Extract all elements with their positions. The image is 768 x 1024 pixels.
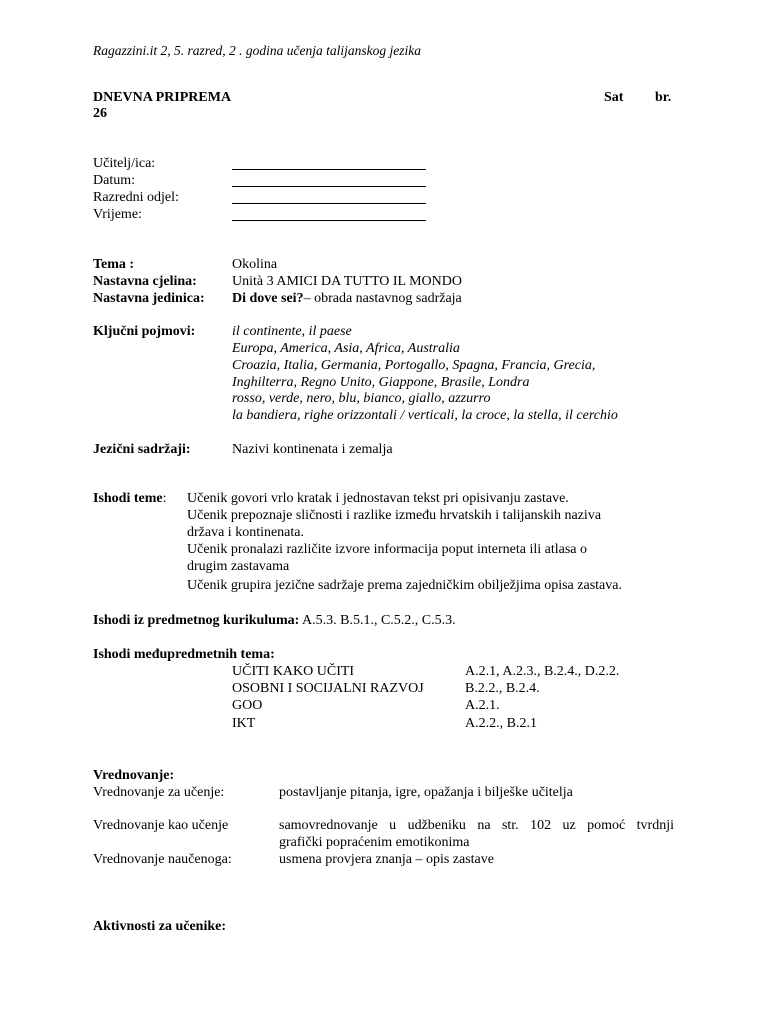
doc-title: DNEVNA PRIPREMA <box>93 90 232 105</box>
br-label: br. <box>655 90 672 105</box>
medupredmetni-name: GOO <box>232 698 263 713</box>
ishodi-teme-label: Ishodi teme <box>93 491 163 506</box>
jezicni-label: Jezični sadržaji: <box>93 442 191 457</box>
ishod-line: Učenik pronalazi različite izvore informacija poput interneta ili atlasa o <box>187 542 587 557</box>
medupredmetni-codes: A.2.2., B.2.1 <box>465 716 537 731</box>
field-label-razredni-odjel: Razredni odjel: <box>93 190 179 205</box>
vrednovanje-kao-value-2: grafički popraćenim emotikonima <box>279 835 470 850</box>
medupredmetni-codes: A.2.1. <box>465 698 500 713</box>
field-line-datum[interactable] <box>232 186 426 187</box>
running-header: Ragazzini.it 2, 5. razred, 2 . godina učenja talijanskog jezika <box>93 43 421 58</box>
ishod-line: Učenik govori vrlo kratak i jednostavan tekst pri opisivanju zastave. <box>187 491 569 506</box>
field-line-vrijeme[interactable] <box>232 220 426 221</box>
field-label-ucitelj: Učitelj/ica: <box>93 156 156 171</box>
medupredmetni-name: OSOBNI I SOCIJALNI RAZVOJ <box>232 681 424 696</box>
lesson-number: 26 <box>93 106 107 121</box>
tema-value: Okolina <box>232 257 278 272</box>
vrednovanje-kao-label: Vrednovanje kao učenje <box>93 818 229 833</box>
ishod-line: Učenik grupira jezične sadržaje prema zajedničkim obilježjima opisa zastava. <box>187 578 622 593</box>
jedinica-value-rest: – obrada nastavnog sadržaja <box>303 291 462 306</box>
jedinica-label: Nastavna jedinica: <box>93 291 205 306</box>
jezicni-value: Nazivi kontinenata i zemalja <box>232 442 393 457</box>
predmetni-value: A.5.3. B.5.1., C.5.2., C.5.3. <box>302 613 456 628</box>
kljucni-line: il continente, il paese <box>232 324 352 339</box>
predmetni-row <box>93 612 456 629</box>
field-line-ucitelj[interactable] <box>232 169 426 170</box>
medupredmetni-codes: A.2.1, A.2.3., B.2.4., D.2.2. <box>465 664 620 679</box>
vrednovanje-za-value: postavljanje pitanja, igre, opažanja i bilješke učitelja <box>279 785 573 800</box>
tema-label: Tema : <box>93 257 135 272</box>
field-label-datum: Datum: <box>93 173 135 188</box>
kljucni-label: Ključni pojmovi: <box>93 324 196 339</box>
field-label-vrijeme: Vrijeme: <box>93 207 142 222</box>
aktivnosti-heading: Aktivnosti za učenike: <box>93 919 226 934</box>
ishod-line: Učenik prepoznaje sličnosti i razlike između hrvatskih i talijanskih naziva <box>187 508 602 523</box>
kljucni-line: Europa, America, Asia, Africa, Australia <box>232 341 460 356</box>
jedinica-value <box>232 290 462 307</box>
medupredmetni-name: IKT <box>232 716 256 731</box>
ishodi-teme-colon: : <box>162 491 167 506</box>
medupredmetni-codes: B.2.2., B.2.4. <box>465 681 540 696</box>
vrednovanje-naucenoga-value: usmena provjera znanja – opis zastave <box>279 852 494 867</box>
ishod-line: drugim zastavama <box>187 559 290 574</box>
vrednovanje-kao-value-1: samovrednovanje u udžbeniku na str. 102 uz pomoć tvrdnji <box>279 818 674 833</box>
cjelina-label: Nastavna cjelina: <box>93 274 197 289</box>
kljucni-line: rosso, verde, nero, blu, bianco, giallo, azzurro <box>232 391 491 406</box>
field-line-razredni-odjel[interactable] <box>232 203 426 204</box>
predmetni-label: Ishodi iz predmetnog kurikuluma: <box>93 613 300 628</box>
medupredmetni-name: UČITI KAKO UČITI <box>232 664 355 679</box>
cjelina-value: Unità 3 AMICI DA TUTTO IL MONDO <box>232 274 462 289</box>
vrednovanje-za-label: Vrednovanje za učenje: <box>93 785 225 800</box>
medupredmetni-label: Ishodi međupredmetnih tema: <box>93 647 275 662</box>
vrednovanje-naucenoga-label: Vrednovanje naučenoga: <box>93 852 232 867</box>
jedinica-value-bold: Di dove sei? <box>232 291 304 306</box>
sat-label: Sat <box>604 90 624 105</box>
ishodi-teme-label-wrap <box>93 490 167 507</box>
kljucni-line: Inghilterra, Regno Unito, Giappone, Brasile, Londra <box>232 375 530 390</box>
ishod-line: država i kontinenata. <box>187 525 305 540</box>
vrednovanje-heading: Vrednovanje: <box>93 768 175 783</box>
kljucni-line: Croazia, Italia, Germania, Portogallo, Spagna, Francia, Grecia, <box>232 358 596 373</box>
kljucni-line: la bandiera, righe orizzontali / verticali, la croce, la stella, il cerchio <box>232 408 618 423</box>
